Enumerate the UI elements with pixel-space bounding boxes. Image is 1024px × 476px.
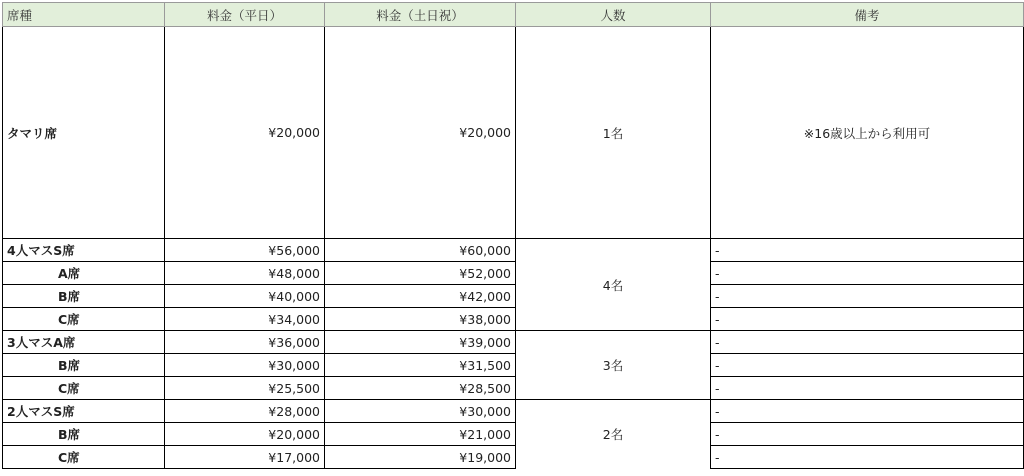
- note-cell[interactable]: -: [711, 331, 1024, 354]
- weekend-price-cell[interactable]: ¥20,000: [325, 27, 516, 239]
- weekday-price-cell[interactable]: ¥17,000: [165, 446, 325, 469]
- pricing-table: [2, 2, 1024, 469]
- weekend-price-cell[interactable]: ¥60,000: [325, 239, 516, 262]
- note-cell[interactable]: -: [711, 423, 1024, 446]
- note-cell[interactable]: -: [711, 377, 1024, 400]
- note-cell[interactable]: -: [711, 354, 1024, 377]
- header-people[interactable]: 人数: [516, 3, 711, 27]
- seat-cell[interactable]: 3人マスA席: [3, 331, 165, 354]
- seat-cell[interactable]: B席: [3, 285, 165, 308]
- people-cell[interactable]: 1名: [516, 27, 711, 239]
- weekday-price-cell[interactable]: ¥34,000: [165, 308, 325, 331]
- seat-cell[interactable]: タマリ席: [3, 27, 165, 239]
- note-cell[interactable]: -: [711, 446, 1024, 469]
- table-row: [3, 239, 1024, 262]
- weekday-price-cell[interactable]: ¥36,000: [165, 331, 325, 354]
- weekend-price-cell[interactable]: ¥19,000: [325, 446, 516, 469]
- table-row: [3, 331, 1024, 354]
- weekday-price-cell[interactable]: ¥20,000: [165, 27, 325, 239]
- note-cell[interactable]: ※16歳以上から利用可: [711, 27, 1024, 239]
- weekend-price-cell[interactable]: ¥52,000: [325, 262, 516, 285]
- header-weekday-price[interactable]: 料金（平日）: [165, 3, 325, 27]
- weekend-price-cell[interactable]: ¥42,000: [325, 285, 516, 308]
- seat-cell[interactable]: C席: [3, 377, 165, 400]
- table-row: [3, 400, 1024, 423]
- people-cell[interactable]: 2名: [516, 400, 711, 469]
- weekend-price-cell[interactable]: ¥28,500: [325, 377, 516, 400]
- weekday-price-cell[interactable]: ¥20,000: [165, 423, 325, 446]
- seat-cell[interactable]: B席: [3, 423, 165, 446]
- people-cell[interactable]: 4名: [516, 239, 711, 331]
- weekday-price-cell[interactable]: ¥30,000: [165, 354, 325, 377]
- note-cell[interactable]: -: [711, 239, 1024, 262]
- table-row-tamari: [3, 27, 1024, 239]
- weekend-price-cell[interactable]: ¥39,000: [325, 331, 516, 354]
- header-row: [3, 3, 1024, 27]
- seat-cell[interactable]: B席: [3, 354, 165, 377]
- table-row: [3, 377, 1024, 400]
- header-weekend-price[interactable]: 料金（土日祝）: [325, 3, 516, 27]
- seat-cell[interactable]: 2人マスS席: [3, 400, 165, 423]
- note-cell[interactable]: -: [711, 285, 1024, 308]
- weekend-price-cell[interactable]: ¥30,000: [325, 400, 516, 423]
- table-row: [3, 308, 1024, 331]
- note-cell[interactable]: -: [711, 400, 1024, 423]
- table-row: [3, 262, 1024, 285]
- weekday-price-cell[interactable]: ¥40,000: [165, 285, 325, 308]
- header-seat-type[interactable]: 席種: [3, 3, 165, 27]
- note-cell[interactable]: -: [711, 262, 1024, 285]
- weekday-price-cell[interactable]: ¥56,000: [165, 239, 325, 262]
- note-cell[interactable]: -: [711, 308, 1024, 331]
- weekday-price-cell[interactable]: ¥48,000: [165, 262, 325, 285]
- table-row: [3, 285, 1024, 308]
- table-row: [3, 423, 1024, 446]
- weekday-price-cell[interactable]: ¥28,000: [165, 400, 325, 423]
- table-row: [3, 446, 1024, 469]
- people-cell[interactable]: 3名: [516, 331, 711, 400]
- weekend-price-cell[interactable]: ¥21,000: [325, 423, 516, 446]
- seat-cell[interactable]: A席: [3, 262, 165, 285]
- seat-cell[interactable]: 4人マスS席: [3, 239, 165, 262]
- header-notes[interactable]: 備考: [711, 3, 1024, 27]
- weekend-price-cell[interactable]: ¥38,000: [325, 308, 516, 331]
- weekend-price-cell[interactable]: ¥31,500: [325, 354, 516, 377]
- seat-cell[interactable]: C席: [3, 308, 165, 331]
- weekday-price-cell[interactable]: ¥25,500: [165, 377, 325, 400]
- table-row: [3, 354, 1024, 377]
- seat-cell[interactable]: C席: [3, 446, 165, 469]
